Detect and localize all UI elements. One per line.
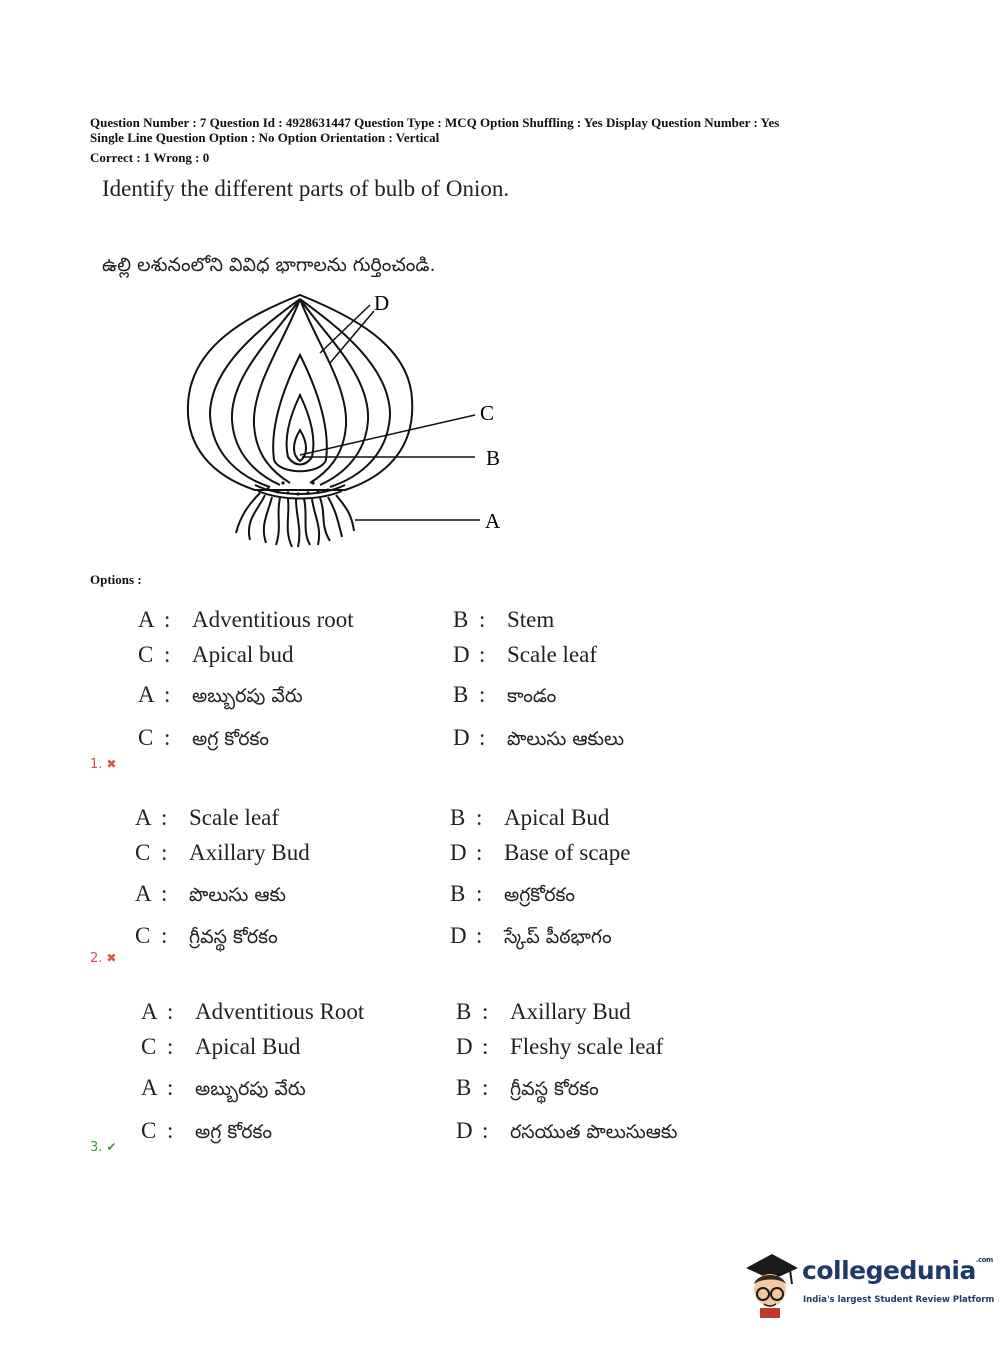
option-1-a-te: అబ్బురపు వేరు <box>192 685 303 707</box>
options-label: Options : <box>90 572 142 587</box>
option-2-d-te: స్కేప్ పీఠభాగం <box>504 926 612 948</box>
option-2-c-te: గ్రీవస్థ కోరకం <box>189 926 278 948</box>
option-3-b-te-row: B : గ్రీవస్థ కోరకం <box>456 1075 599 1100</box>
option-3-b-en: Axillary Bud <box>510 999 631 1024</box>
option-2-b-en: Apical Bud <box>504 805 610 830</box>
diagram-label-c: C <box>480 401 495 425</box>
option-3-d-en: Fleshy scale leaf <box>510 1034 664 1059</box>
option-2-b-te: అగ్రకోరకం <box>504 884 576 906</box>
logo-wordmark: collegedunia$^{.com}$ <box>802 1256 993 1285</box>
option-2-a-te: పొలుసు ఆకు <box>189 884 286 906</box>
option-3-c-te-row: C : అగ్ర కోరకం <box>141 1118 273 1143</box>
question-meta-line2: Single Line Question Option : No Option Orientation : Vertical <box>90 130 440 145</box>
collegedunia-logo[interactable] <box>740 1250 995 1320</box>
option-1-d-en-row: D : Scale leaf <box>453 642 598 667</box>
question-text-telugu: ఉల్లి లశునంలోని వివిధ భాగాలను గుర్తించండి. <box>102 254 436 276</box>
wrong-mark-icon: ✖ <box>106 951 117 965</box>
option-3-c-en: Apical Bud <box>195 1034 301 1059</box>
option-3-a-en: Adventitious Root <box>195 999 365 1024</box>
option-3-c-en-row: C : Apical Bud <box>141 1034 301 1059</box>
logo-tagline: India's largest Student Review Platform <box>803 1295 995 1305</box>
option-1-c-te: అగ్ర కోరకం <box>192 728 270 750</box>
option-2-b-te-row: B : అగ్రకోరకం <box>450 881 576 906</box>
option-2-c-en-row: C : Axillary Bud <box>135 840 310 865</box>
option-3-b-en-row: B : Axillary Bud <box>456 999 631 1024</box>
option-1-a-te-row: A : అబ్బురపు వేరు <box>138 682 303 707</box>
option-1-b-en-row: B : Stem <box>453 607 555 632</box>
option-3-a-te-row: A : అబ్బురపు వేరు <box>141 1075 306 1100</box>
onion-bulb-diagram <box>170 285 520 555</box>
option-2-number: 2. ✖ <box>90 951 117 966</box>
diagram-label-a: A <box>485 509 501 533</box>
option-1-number: 1. ✖ <box>90 757 117 772</box>
question-meta-score: Correct : 1 Wrong : 0 <box>90 150 210 165</box>
option-3-number: 3. ✔ <box>90 1140 117 1155</box>
option-1-d-te-row: D : పొలుసు ఆకులు <box>453 725 625 750</box>
diagram-label-b: B <box>486 446 501 470</box>
wrong-mark-icon: ✖ <box>106 757 117 771</box>
option-2-d-te-row: D : స్కేప్ పీఠభాగం <box>450 923 612 948</box>
option-1-c-te-row: C : అగ్ర కోరకం <box>138 725 270 750</box>
correct-check-icon: ✔ <box>106 1140 117 1154</box>
option-1-b-te-row: B : కాండం <box>453 682 557 707</box>
option-1-b-en: Stem <box>507 607 555 632</box>
option-2-a-en: Scale leaf <box>189 805 280 830</box>
option-1-d-te: పొలుసు ఆకులు <box>507 728 625 750</box>
option-1-c-en: Apical bud <box>192 642 294 667</box>
option-3-d-te: రసయుత పొలుసుఆకు <box>510 1121 678 1143</box>
option-3-b-te: గ్రీవస్థ కోరకం <box>510 1078 599 1100</box>
diagram-label-d: D <box>374 291 390 315</box>
option-2-b-en-row: B : Apical Bud <box>450 805 610 830</box>
student-mascot-icon <box>740 1250 802 1320</box>
option-3-c-te: అగ్ర కోరకం <box>195 1121 273 1143</box>
option-2-d-en: Base of scape <box>504 840 631 865</box>
option-3-d-te-row: D : రసయుత పొలుసుఆకు <box>456 1118 678 1143</box>
option-3-a-te: అబ్బురపు వేరు <box>195 1078 306 1100</box>
option-2-c-en: Axillary Bud <box>189 840 310 865</box>
option-3-a-en-row: A : Adventitious Root <box>141 999 365 1024</box>
option-3-d-en-row: D : Fleshy scale leaf <box>456 1034 664 1059</box>
option-1-c-en-row: C : Apical bud <box>138 642 294 667</box>
option-1-b-te: కాండం <box>507 685 557 707</box>
option-1-d-en: Scale leaf <box>507 642 598 667</box>
option-2-a-en-row: A : Scale leaf <box>135 805 280 830</box>
question-meta-line1: Question Number : 7 Question Id : 4928631447 Question Type : MCQ Option Shuffling : Yes Display Question Number : Yes <box>90 115 780 130</box>
option-2-d-en-row: D : Base of scape <box>450 840 631 865</box>
option-1-a-en: Adventitious root <box>192 607 354 632</box>
option-2-a-te-row: A : పొలుసు ఆకు <box>135 881 286 906</box>
option-2-c-te-row: C : గ్రీవస్థ కోరకం <box>135 923 278 948</box>
option-1-row-ab: A : Adventitious root <box>138 607 354 632</box>
question-text-english: Identify the different parts of bulb of Onion. <box>102 176 510 201</box>
